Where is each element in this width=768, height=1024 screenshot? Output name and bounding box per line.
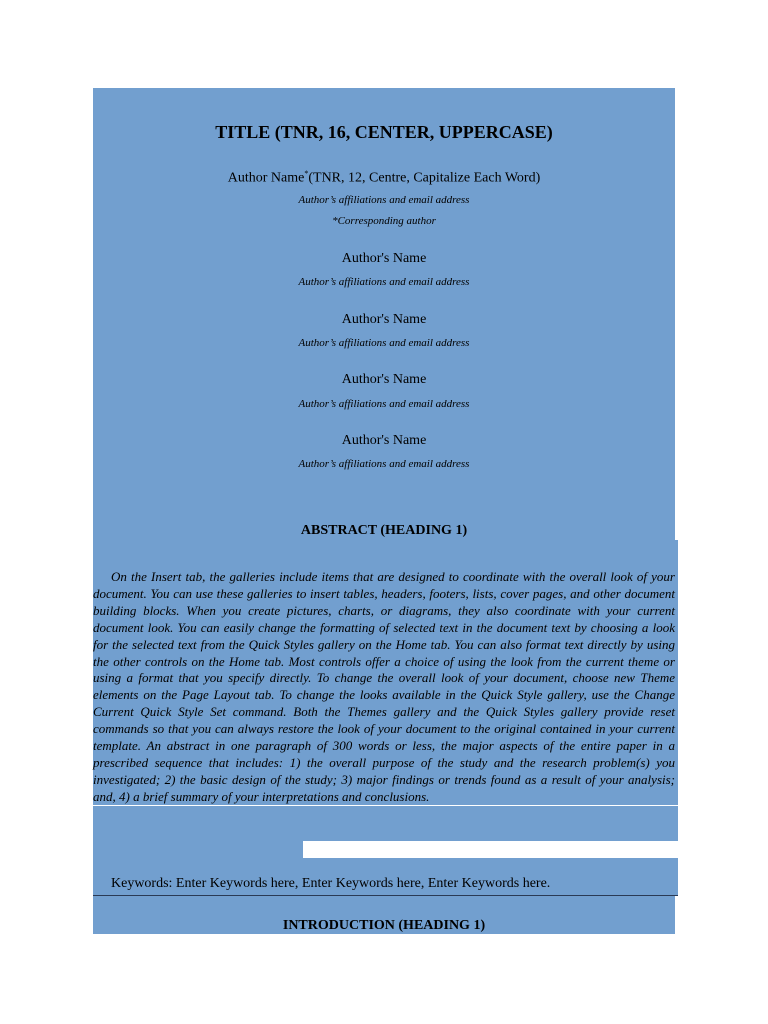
- author-name: Author's Name: [341, 372, 427, 387]
- keywords-line: Keywords: Enter Keywords here, Enter Keywords here, Enter Keywords here.: [111, 876, 551, 891]
- corresponding-author-note: *Corresponding author: [332, 215, 436, 227]
- first-author-name: Author Name*(TNR, 12, Centre, Capitalize Each Word): [227, 169, 541, 186]
- first-author-affiliation: Author’s affiliations and email address: [298, 194, 470, 206]
- highlight-gap: [303, 841, 678, 858]
- author-affiliation: Author’s affiliations and email address: [298, 398, 470, 410]
- author-name: Author's Name: [341, 433, 427, 448]
- abstract-text: On the Insert tab, the galleries include items that are designed to coordinate with the overall look of your document. You can use these galleries to insert tables, headers, footers, lists, cover pages, and other document building blocks. When you create pictures, charts, or diagrams, they also coordinate with your current document look. You can easily change the formatting of selected text in the document text by choosing a look for the selected text from the Quick Styles gallery on the Home tab. You can also format text directly by using the other controls on the Home tab. Most controls offer a choice of using the look from the current theme or using a format that you specify directly. To change the overall look of your document, choose new Theme elements on the Page Layout tab. To change the looks available in the Quick Style gallery, use the Change Current Quick Style Set command. Both the Themes gallery and the Quick Styles gallery provide reset commands so that you can always restore the look of your document to the original contained in your current template. An abstract in one paragraph of 300 words or less, the major aspects of the entire paper in a prescribed sequence that includes: 1) the overall purpose of the study and the research problem(s) you investigated; 2) the basic design of the study; 3) major findings or trends found as a result of your analysis; and, 4) a brief summary of your interpretations and conclusions.: [93, 569, 675, 804]
- author-name: Author's Name: [341, 251, 427, 266]
- author-affiliation: Author’s affiliations and email address: [298, 337, 470, 349]
- author-affiliation: Author’s affiliations and email address: [298, 458, 470, 470]
- author-affiliation: Author’s affiliations and email address: [298, 276, 470, 288]
- paper-title: TITLE (TNR, 16, CENTER, UPPERCASE): [215, 122, 553, 142]
- introduction-heading: INTRODUCTION (HEADING 1): [282, 918, 486, 933]
- abstract-paragraph: [93, 569, 675, 806]
- author-name: Author's Name: [341, 312, 427, 327]
- abstract-heading: ABSTRACT (HEADING 1): [300, 523, 468, 538]
